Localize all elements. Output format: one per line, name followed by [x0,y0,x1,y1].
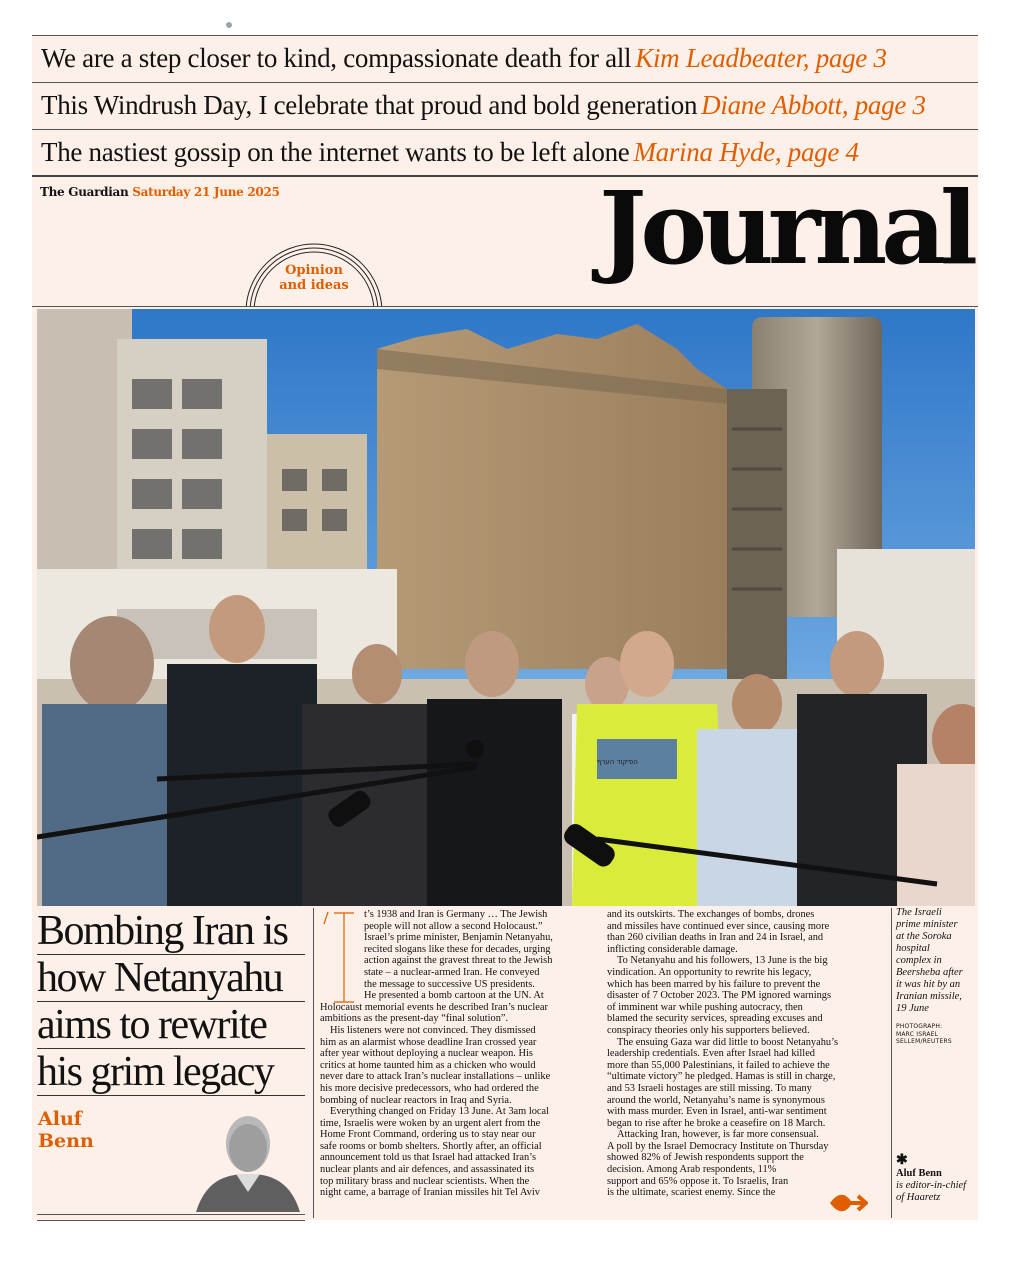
author-portrait-icon [186,1108,306,1212]
teaser-2[interactable] [32,82,978,129]
headline-line: how Netanyahu [37,955,305,1002]
article-line: The ensuing Gaza war did little to boost Netanyahu’s [617,1036,839,1048]
headline-bottom-rule [37,1214,305,1221]
article-line: blamed the security services, spreading excuses and [607,1013,823,1025]
article-line: ambitions as the present-day “final solution”. [320,1013,509,1025]
headline-line: his grim legacy [37,1049,305,1096]
teaser-text: We are a step closer to kind, compassionate death for all [41,43,632,73]
lead-photo [37,309,975,906]
headline-line: Bombing Iran is [37,908,305,955]
teaser-byline: Kim Leadbeater, page 3 [635,43,887,73]
author-byline[interactable] [38,1108,94,1152]
article-line: action against the gravest threat to the Jewish [364,955,553,967]
bio-desc-line: is editor-in-chief [896,1180,967,1191]
article-line: night came, a barrage of Iranian missiles hit Tel Aviv [320,1187,540,1199]
article-line: and its outskirts. The exchanges of bombs, drones [607,909,815,920]
article-line: and 53 Israeli hostages are still missing. To many [607,1082,812,1094]
author-avatar [186,1108,306,1212]
article-line: more than 55,000 Palestinians, it failed to achieve the [607,1059,830,1071]
article-line: He presented a bomb cartoon at the UN. At [364,990,544,1002]
asterisk-icon: ✱ [896,1152,908,1168]
caption-line: Beersheba after [896,967,963,978]
page-dot [226,22,232,28]
caption-line: hospital [896,943,930,954]
article-line: which has been marred by his failure to prevent the [607,978,821,990]
paper-name: The Guardian [40,185,129,199]
caption-line: Iranian missile, [896,991,962,1002]
article-line: Everything changed on Friday 13 June. At 3am local [330,1106,550,1118]
article-line: decision. Among Arab respondents, 11% [607,1164,777,1176]
article-column-2 [607,909,890,1199]
teaser-byline: Diane Abbott, page 3 [701,90,926,120]
article-line: conspiracy theories only his supporters believed. [607,1024,810,1036]
article-line: with mass murder. Even in Israel, anti-war sentiment [607,1106,827,1118]
bio-name: Aluf Benn [896,1168,942,1179]
badge-line-1: Opinion [285,263,343,278]
article-line: A poll by the Israel Democracy Institute on Thursday [607,1140,829,1152]
caption-line: complex in [896,955,942,966]
vest-sign-text: הפיקוד הערף [597,758,638,766]
caption-line: prime minister [896,919,958,930]
article-line: disaster of 7 October 2023. The PM ignored warnings [607,990,832,1002]
article-line: safe rooms or bomb shelters. Shortly after, an official [320,1140,542,1152]
article-line: never dare to attack Iran’s nuclear installations – unlike [320,1071,551,1083]
caption-line: it was hit by an [896,979,961,990]
credit-line: PHOTOGRAPH: [896,1023,943,1030]
article-line: support and 65% oppose it. To Israelis, Iran [607,1175,789,1187]
masthead-line [40,185,280,199]
caption-line: 19 June [896,1003,929,1014]
teaser-text: This Windrush Day, I celebrate that proud and bold generation [41,90,698,120]
photo-credit [896,1023,978,1046]
headline-line: aims to rewrite [37,1002,305,1049]
article-line: t’s 1938 and Iran is Germany … The Jewish [364,909,548,920]
article-line: is the ultimate, scariest enemy. Since the [607,1187,776,1199]
article-line: Attacking Iran, however, is far more consensual. [617,1129,819,1141]
badge-line-2: and ideas [279,278,349,293]
article-line: Holocaust memorial events he described Iran’s nuclear [320,1001,548,1013]
article-line: than 260 civilian deaths in Iran and 24 in Israel, and [607,932,824,944]
article-line: leadership credentials. Even after Israel had killed [607,1048,816,1060]
photo-caption [896,907,978,1015]
author-last-name: Benn [38,1130,94,1152]
article-line: began to rise after he broke a ceasefire on 18 March. [607,1117,826,1129]
article-line: after year without deploying a nuclear weapon. His [320,1048,533,1060]
article-line: of imminent war while pushing autocracy, then [607,1001,803,1013]
author-first-name: Aluf [38,1108,82,1130]
article-line: the message to successive US presidents. [364,978,535,990]
article-line: top military brass and nuclear scientists. When the [320,1175,530,1187]
teaser-text: The nastiest gossip on the internet wants to be left alone [41,137,630,167]
continue-arrow-icon[interactable] [828,1190,868,1216]
credit-line: MARC ISRAEL [896,1030,939,1038]
article-line: “ultimate victory” he pledged. Hamas is still in charge, [607,1071,836,1083]
section-title: Journal [599,169,972,287]
article-line: his more decisive predecessors, who had ordered the [320,1082,539,1094]
article-line: critics at home taunted him as a chicken who would [320,1059,536,1071]
article-line: recited slogans like these for decades, urging [364,943,551,955]
article-column-1 [320,909,602,1199]
bio-desc-line: of Haaretz [896,1192,941,1203]
article-line: bombing of nuclear reactors in Iraq and Syria. [320,1094,512,1106]
netanyahu-photo-image [37,309,975,906]
article-line: inflicting considerable damage. [607,943,738,955]
article-line: people will not allow a second Holocaust.” [364,920,543,932]
article-line: him as an alarmist whose deadline Iran crossed year [320,1036,537,1048]
article-line: nuclear plants and air defences, and assassinated its [320,1164,535,1176]
caption-line: The Israeli [896,907,942,918]
caption-separator [891,908,892,1218]
author-bio [896,1168,986,1204]
caption-line: at the Soroka [896,931,952,942]
article-line: vindication. An opportunity to rewrite his legacy, [607,966,812,978]
article-line: and missiles have continued ever since, causing more [607,920,830,932]
column-separator [313,908,314,1218]
article-line: state – a nuclear-armed Iran. He conveyed [364,966,540,978]
credit-line: SELLEM/REUTERS [896,1038,952,1045]
article-line: around the world, Netanyahu’s name is synonymous [607,1094,825,1106]
article-line: His listeners were not convinced. They dismissed [330,1024,536,1036]
article-line: Israel’s prime minister, Benjamin Netanyahu, [364,932,553,944]
article-line: time, Israelis were woken by an urgent alert from the [320,1117,541,1129]
article-line: Home Front Command, ordering us to stay near our [320,1129,536,1141]
teaser-1[interactable] [32,35,978,82]
article-line: announcement told us that Israel had attacked Iran’s [320,1152,537,1164]
article-line: To Netanyahu and his followers, 13 June is the big [617,955,828,967]
headline[interactable] [37,908,305,1096]
teaser-byline: Marina Hyde, page 4 [633,137,859,167]
photo-top-rule [32,306,978,307]
issue-date: Saturday 21 June 2025 [132,185,280,199]
article-line: showed 82% of Jewish respondents support the [607,1152,804,1164]
